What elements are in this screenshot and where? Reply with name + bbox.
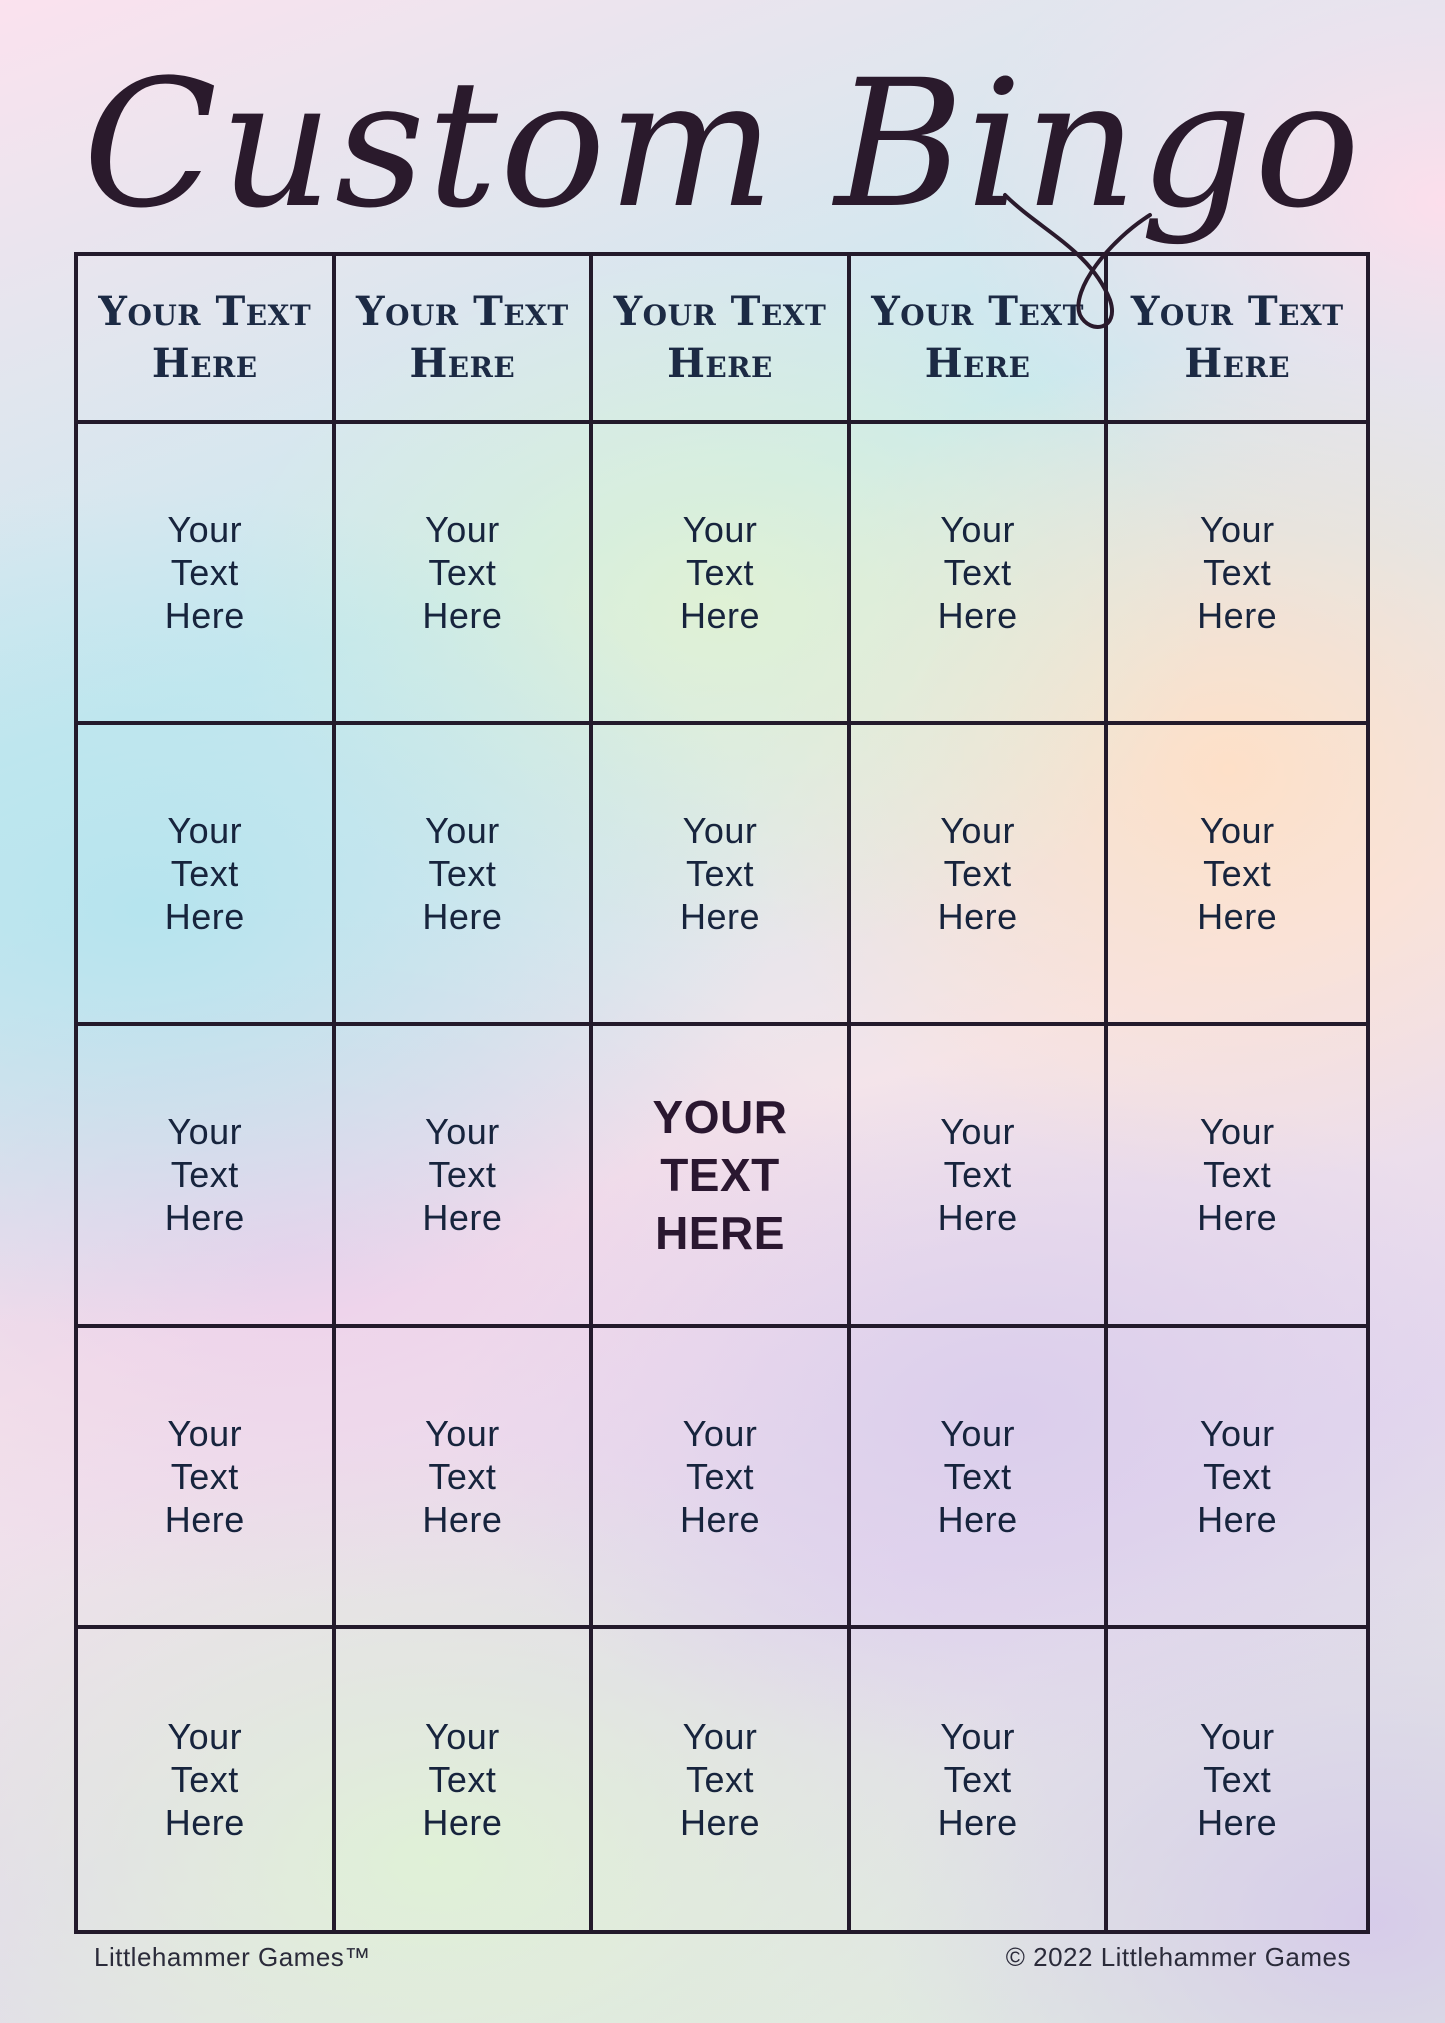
cell-text: Your Text Here xyxy=(1197,1412,1278,1540)
header-text: Your Text Here xyxy=(356,288,569,387)
bingo-cell[interactable] xyxy=(851,1328,1109,1629)
footer-brand: Littlehammer Games™ xyxy=(94,1942,371,1972)
cell-text: Your Text Here xyxy=(937,810,1018,938)
header-cell[interactable] xyxy=(593,256,851,424)
cell-text: Your Text Here xyxy=(679,1412,760,1540)
header-text: Your Text Here xyxy=(871,288,1084,387)
bingo-cell[interactable] xyxy=(336,424,594,725)
cell-text: Your Text Here xyxy=(937,509,1018,637)
bingo-cell[interactable] xyxy=(1108,1629,1366,1930)
bingo-cell[interactable] xyxy=(78,1629,336,1930)
cell-text: Your Text Here xyxy=(422,1412,503,1540)
cell-text: Your Text Here xyxy=(422,1111,503,1239)
bingo-cell[interactable] xyxy=(851,1629,1109,1930)
bingo-cell[interactable] xyxy=(851,725,1109,1026)
header-cell[interactable] xyxy=(851,256,1109,424)
cell-text: Your Text Here xyxy=(422,509,503,637)
header-text: Your Text Here xyxy=(1130,288,1344,387)
cell-text: Your Text Here xyxy=(679,509,760,637)
cell-text: Your Text Here xyxy=(1197,810,1278,938)
header-text: Your Text Here xyxy=(613,288,827,387)
cell-text: Your Text Here xyxy=(1197,509,1278,637)
free-space-cell[interactable] xyxy=(593,1026,851,1327)
bingo-cell[interactable] xyxy=(78,1328,336,1629)
bingo-cell[interactable] xyxy=(593,1629,851,1930)
bingo-cell[interactable] xyxy=(336,1026,594,1327)
bingo-cell[interactable] xyxy=(593,424,851,725)
footer-copyright: © 2022 Littlehammer Games xyxy=(1005,1942,1351,1972)
bingo-grid xyxy=(74,252,1370,1934)
bingo-cell[interactable] xyxy=(336,1629,594,1930)
cell-text: Your Text Here xyxy=(164,810,245,938)
bingo-cell[interactable] xyxy=(851,424,1109,725)
bingo-cell[interactable] xyxy=(593,725,851,1026)
header-cell[interactable] xyxy=(78,256,336,424)
header-cell[interactable] xyxy=(336,256,594,424)
page-title: Custom Bingo xyxy=(82,42,1363,247)
cell-text: Your Text Here xyxy=(164,1715,245,1843)
cell-text: Your Text Here xyxy=(937,1111,1018,1239)
cell-text: Your Text Here xyxy=(1197,1715,1278,1843)
bingo-cell[interactable] xyxy=(78,725,336,1026)
bingo-cell[interactable] xyxy=(336,725,594,1026)
bingo-cell[interactable] xyxy=(78,1026,336,1327)
bingo-cell[interactable] xyxy=(593,1328,851,1629)
cell-text: Your Text Here xyxy=(937,1715,1018,1843)
cell-text: Your Text Here xyxy=(422,810,503,938)
cell-text: Your Text Here xyxy=(679,810,760,938)
free-space-text: YOUR TEXT HERE xyxy=(652,1090,788,1259)
bingo-cell[interactable] xyxy=(1108,725,1366,1026)
cell-text: Your Text Here xyxy=(164,1111,245,1239)
cell-text: Your Text Here xyxy=(679,1715,760,1843)
cell-text: Your Text Here xyxy=(1197,1111,1278,1239)
bingo-cell[interactable] xyxy=(1108,1328,1366,1629)
bingo-cell[interactable] xyxy=(1108,424,1366,725)
cell-text: Your Text Here xyxy=(422,1715,503,1843)
bingo-cell[interactable] xyxy=(78,424,336,725)
bingo-cell[interactable] xyxy=(1108,1026,1366,1327)
bingo-cell[interactable] xyxy=(336,1328,594,1629)
cell-text: Your Text Here xyxy=(164,509,245,637)
header-text: Your Text Here xyxy=(98,288,312,387)
cell-text: Your Text Here xyxy=(164,1412,245,1540)
bingo-cell[interactable] xyxy=(851,1026,1109,1327)
cell-text: Your Text Here xyxy=(937,1412,1018,1540)
header-cell[interactable] xyxy=(1108,256,1366,424)
